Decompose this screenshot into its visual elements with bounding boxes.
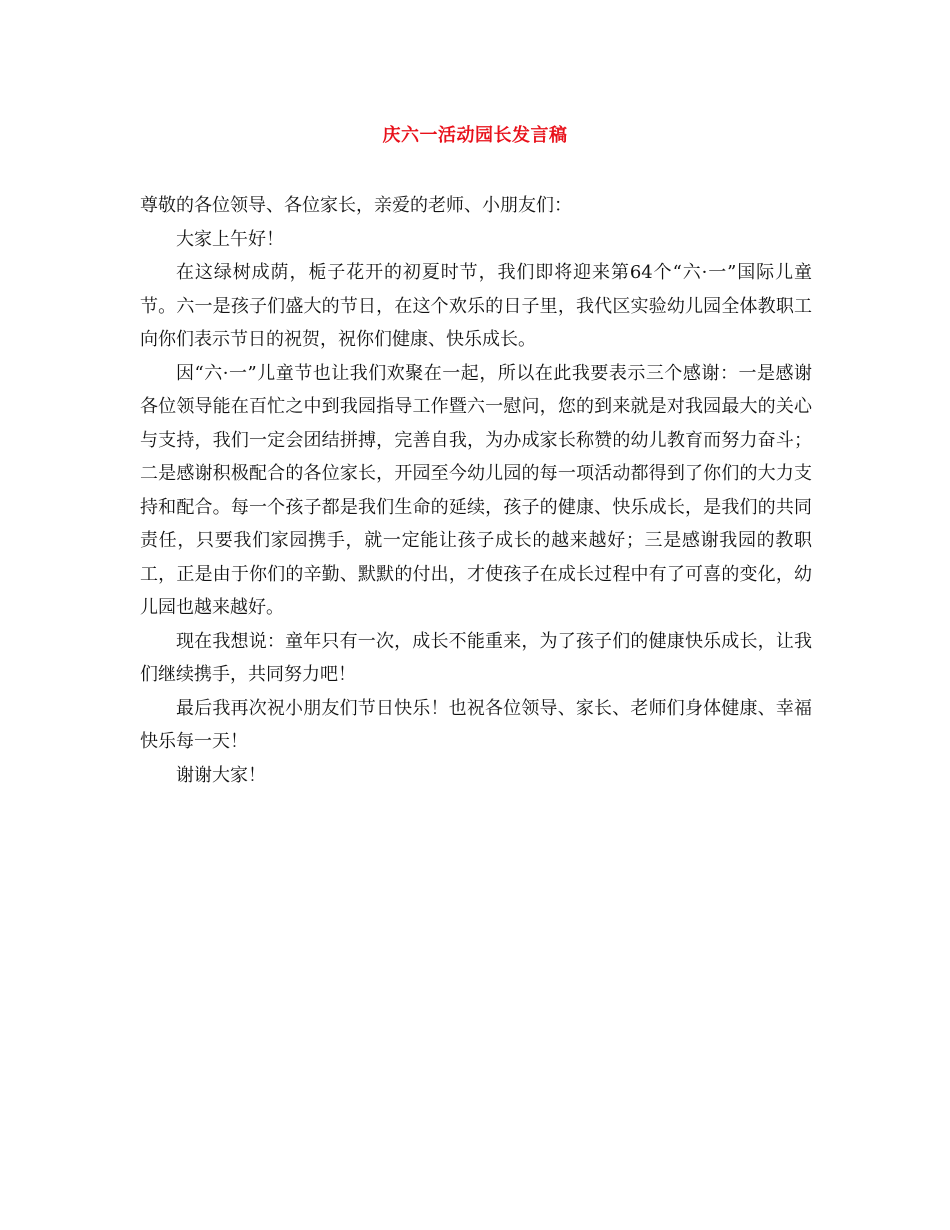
paragraph-greeting: 大家上午好！: [176, 228, 284, 250]
document-body: [140, 189, 812, 792]
paragraph-wish: 现在我想说：童年只有一次，成长不能重来，为了孩子们的健康快乐成长，让我们继续携手，共同努力吧！: [140, 630, 812, 685]
paragraph-intro: 在这绿树成荫，栀子花开的初夏时节，我们即将迎来第64个“六·一”国际儿童节。六一是孩子们盛大的节日，在这个欢乐的日子里，我代区实验幼儿园全体教职工向你们表示节日的祝贺，祝你们健康、快乐成长。: [140, 262, 812, 350]
document-title: 庆六一活动园长发言稿: [382, 125, 568, 146]
paragraph-closing: 谢谢大家！: [176, 764, 266, 786]
paragraph-thanks: 因“六·一”儿童节也让我们欢聚在一起，所以在此我要表示三个感谢：一是感谢各位领导能在百忙之中到我园指导工作暨六一慰问，您的到来就是对我园最大的关心与支持，我们一定会团结拼搏，完善自我，为办成家长称赞的幼儿教育而努力奋斗；二是感谢积极配合的各位家长，开园至今幼儿园的每一项活动都得到了你们的大力支持和配合。每一个孩子都是我们生命的延续，孩子的健康、快乐成长，是我们的共同责任，只要我们家园携手，就一定能让孩子成长的越来越好；三是感谢我园的教职工，正是由于你们的辛勤、默默的付出，才使孩子在成长过程中有了可喜的变化，幼儿园也越来越好。: [140, 362, 812, 618]
paragraph-blessing: 最后我再次祝小朋友们节日快乐！也祝各位领导、家长、老师们身体健康、幸福快乐每一天！: [140, 697, 812, 752]
salutation: 尊敬的各位领导、各位家长，亲爱的老师、小朋友们：: [140, 195, 572, 216]
